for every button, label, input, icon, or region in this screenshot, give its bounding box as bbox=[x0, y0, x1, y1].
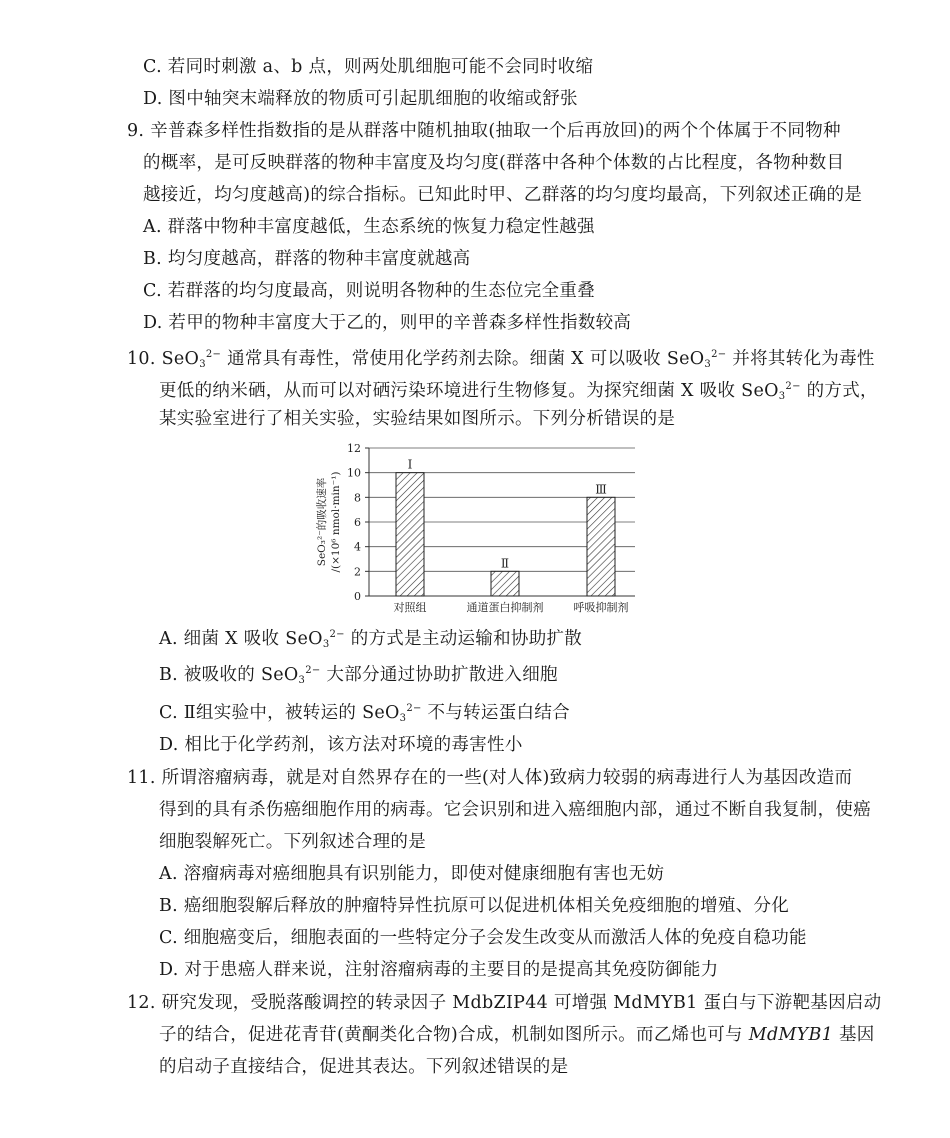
selenite-ion: SeO$_3^{2-}$ bbox=[362, 703, 422, 724]
selenite-ion: SeO$_3^{2-}$ bbox=[260, 665, 321, 686]
q12-stem-line-2: 子的结合，促进花青苷(黄酮类化合物)合成，机制如图所示。而乙烯也可与 MdMYB1 基因 bbox=[159, 1025, 875, 1045]
y-tick-label: 2 bbox=[354, 565, 361, 579]
q9-stem-line-1: 9. 辛普森多样性指数指的是从群落中随机抽取(抽取一个后再放回)的两个个体属于不同物种 bbox=[127, 121, 841, 141]
bar-1 bbox=[396, 473, 424, 596]
y-axis-label-line-1: SeO₃²⁻的吸收速率 bbox=[316, 477, 328, 567]
q11-option-d: D. 对于患癌人群来说，注射溶瘤病毒的主要目的是提高其免疫防御能力 bbox=[159, 960, 719, 980]
q11-option-c: C. 细胞癌变后，细胞表面的一些特定分子会发生改变从而激活人体的免疫自稳功能 bbox=[159, 928, 807, 948]
bar-2 bbox=[491, 571, 519, 596]
q10-stem-line-3: 某实验室进行了相关实验，实验结果如图所示。下列分析错误的是 bbox=[159, 409, 676, 429]
q9-stem-line-2: 的概率，是可反映群落的物种丰富度及均匀度(群落中各种个体数的占比程度，各物种数目 bbox=[143, 153, 845, 173]
selenite-ion: SeO$_3^{2-}$ bbox=[285, 629, 345, 650]
q9-option-a: A. 群落中物种丰富度越低，生态系统的恢复力稳定性越强 bbox=[143, 217, 595, 237]
gene-name: MdMYB1 bbox=[748, 1025, 834, 1045]
y-tick-label: 8 bbox=[354, 491, 361, 505]
q11-option-a: A. 溶瘤病毒对癌细胞具有识别能力，即使对健康细胞有害也无妨 bbox=[159, 864, 665, 884]
q9-option-c: C. 若群落的均匀度最高，则说明各物种的生态位完全重叠 bbox=[143, 281, 595, 301]
q10-option-b: B. 被吸收的 SeO$_3^{2-}$ 大部分通过协助扩散进入细胞 bbox=[159, 665, 558, 686]
q10-stem-line-2: 更低的纳米硒，从而可以对硒污染环境进行生物修复。为探究细菌 X 吸收 SeO$_3^{2-}$ 的方式， bbox=[159, 381, 878, 402]
q12-stem-line-1: 12. 研究发现，受脱落酸调控的转录因子 MdbZIP44 可增强 MdMYB1 蛋白与下游靶基因启动 bbox=[127, 993, 882, 1013]
q10-option-d: D. 相比于化学药剂，该方法对环境的毒害性小 bbox=[159, 735, 523, 755]
q10-option-a: A. 细菌 X 吸收 SeO$_3^{2-}$ 的方式是主动运输和协助扩散 bbox=[159, 629, 583, 650]
x-category-label: 呼吸抑制剂 bbox=[573, 601, 629, 614]
q12-stem-line-3: 的启动子直接结合，促进其表达。下列叙述错误的是 bbox=[159, 1057, 569, 1077]
q11-option-b: B. 癌细胞裂解后释放的肿瘤特异性抗原可以促进机体相关免疫细胞的增殖、分化 bbox=[159, 896, 790, 916]
bar-label-1: Ⅰ bbox=[407, 457, 413, 472]
bar-3 bbox=[587, 497, 615, 596]
y-tick-label: 4 bbox=[354, 540, 361, 554]
y-tick-label: 0 bbox=[354, 590, 361, 603]
y-tick-label: 12 bbox=[347, 442, 361, 455]
y-tick-label: 6 bbox=[354, 516, 361, 529]
q10-stem-line-1: 10. SeO$_3^{2-}$ 通常具有毒性，常使用化学药剂去除。细菌 X 可以吸收 SeO$_3^{2-}$ 并将其转化为毒性 bbox=[127, 349, 875, 370]
q9-option-d: D. 若甲的物种丰富度大于乙的，则甲的辛普森多样性指数较高 bbox=[143, 313, 632, 333]
x-category-label: 通道蛋白抑制剂 bbox=[466, 601, 544, 614]
selenite-ion: SeO$_3^{2-}$ bbox=[666, 349, 727, 370]
absorption-rate-bar-chart bbox=[305, 436, 665, 616]
q9-stem-line-3: 越接近，均匀度越高)的综合指标。已知此时甲、乙群落的均匀度均最高，下列叙述正确的是 bbox=[143, 185, 863, 205]
q9-option-b: B. 均匀度越高，群落的物种丰富度就越高 bbox=[143, 249, 471, 269]
q11-stem-line-2: 得到的具有杀伤癌细胞作用的病毒。它会识别和进入癌细胞内部，通过不断自我复制，使癌 bbox=[159, 800, 871, 820]
y-tick-label: 10 bbox=[347, 466, 361, 480]
selenite-ion: SeO$_3^{2-}$ bbox=[741, 381, 801, 402]
bar-label-3: Ⅲ bbox=[595, 482, 607, 497]
selenite-ion: SeO$_3^{2-}$ bbox=[161, 349, 222, 370]
q11-stem-line-1: 11. 所谓溶瘤病毒，就是对自然界存在的一些(对人体)致病力较弱的病毒进行人为基因改造而 bbox=[127, 768, 853, 788]
x-category-label: 对照组 bbox=[393, 601, 427, 614]
q10-option-c: C. Ⅱ组实验中，被转运的 SeO$_3^{2-}$ 不与转运蛋白结合 bbox=[159, 703, 570, 724]
q8-option-c: C. 若同时刺激 a、b 点，则两处肌细胞可能不会同时收缩 bbox=[143, 57, 594, 77]
q8-option-d: D. 图中轴突末端释放的物质可引起肌细胞的收缩或舒张 bbox=[143, 89, 578, 109]
q11-stem-line-3: 细胞裂解死亡。下列叙述合理的是 bbox=[159, 832, 426, 852]
bar-label-2: Ⅱ bbox=[500, 556, 510, 571]
y-axis-label-line-2: /(×10⁶ nmol·min⁻¹) bbox=[330, 471, 342, 573]
